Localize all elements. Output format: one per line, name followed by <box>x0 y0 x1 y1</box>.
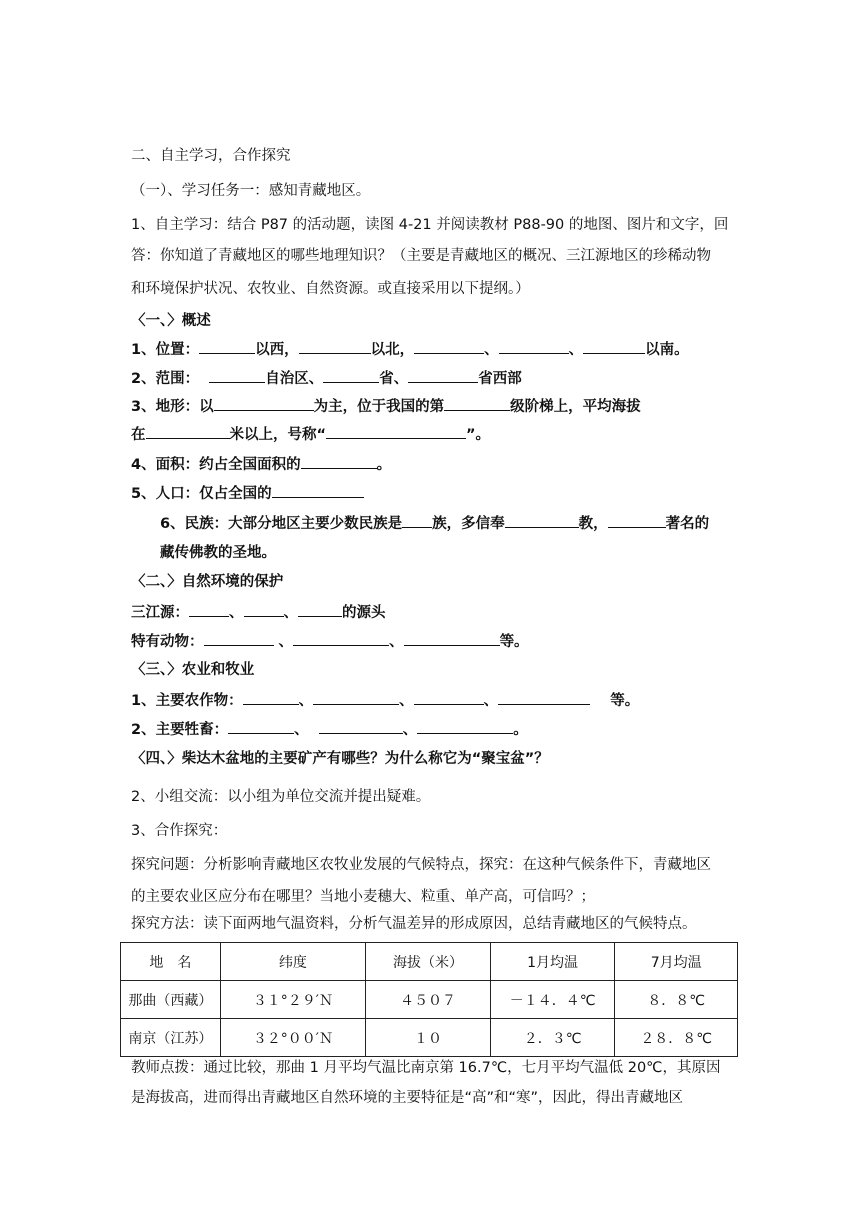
fill-blank[interactable] <box>243 690 299 705</box>
terrain-line <box>131 396 641 417</box>
fill-blank[interactable] <box>204 631 274 646</box>
text: 、 <box>483 693 499 709</box>
sanjiangyuan-label: 三江源： <box>131 605 189 621</box>
text: 省、 <box>379 371 409 387</box>
fill-blank[interactable] <box>404 631 500 646</box>
table-header: 1月均温 <box>490 943 615 981</box>
text: 、 <box>399 693 414 709</box>
fill-blank[interactable] <box>444 396 510 411</box>
text: 、 <box>484 342 499 358</box>
table-header: 海拔（米） <box>366 943 491 981</box>
table-row <box>121 981 738 1019</box>
fill-blank[interactable] <box>244 602 284 617</box>
terrain-label: 3、地形：以 <box>131 399 214 415</box>
population-label: 5、人口：仅占全国的 <box>131 486 272 502</box>
sanjiangyuan-line <box>131 602 386 623</box>
text: 在 <box>131 427 146 443</box>
population-line <box>131 483 364 504</box>
range-line <box>131 368 522 389</box>
inquiry-para-1: 探究问题：分析影响青藏地区农牧业发展的气候特点，探究：在这种气候条件下，青藏地区 <box>131 857 711 873</box>
text: 著名的 <box>665 516 710 532</box>
table-row <box>121 1019 738 1057</box>
method-para: 探究方法：读下面两地气温资料，分析气温差异的形成原因，总结青藏地区的气候特点。 <box>131 916 697 932</box>
outline-heading-4: 〈四、〉柴达木盆地的主要矿产有哪些？为什么称它为“聚宝盆”？ <box>131 751 549 767</box>
fill-blank[interactable] <box>408 368 478 383</box>
area-line <box>131 454 391 475</box>
text: 级阶梯上，平均海拔 <box>510 399 641 415</box>
fill-blank[interactable] <box>505 513 579 528</box>
self-study-para-3: 和环境保护状况、农牧业、自然资源。或直接采用以下提纲。） <box>131 281 530 297</box>
area-label: 4、面积：约占全国面积的 <box>131 457 301 473</box>
fill-blank[interactable] <box>301 454 377 469</box>
teacher-note-2: 是海拔高，进而得出青藏地区自然环境的主要特征是“高”和“寒”，因此，得出青藏地区 <box>131 1090 684 1106</box>
table-cell: ３１°２９′Ｎ <box>220 981 365 1019</box>
fill-blank[interactable] <box>272 483 364 498</box>
text: 、 <box>229 605 244 621</box>
fill-blank[interactable] <box>199 339 255 354</box>
animal-label: 特有动物： <box>131 634 204 650</box>
text: 教， <box>578 516 608 532</box>
section-title: 二、自主学习，合作探究 <box>131 148 291 164</box>
fill-blank[interactable] <box>293 631 389 646</box>
table-cell: 那曲（西藏） <box>121 981 221 1019</box>
group-exchange: 2、小组交流：以小组为单位交流并提出疑难。 <box>131 789 431 805</box>
fill-blank[interactable] <box>402 513 432 528</box>
table-cell: ２８．８℃ <box>615 1019 738 1057</box>
ethnic-line-2: 藏传佛教的圣地。 <box>160 545 276 561</box>
fill-blank[interactable] <box>299 339 371 354</box>
fill-blank[interactable] <box>323 368 379 383</box>
ethnic-line <box>160 513 709 534</box>
position-label: 1、位置： <box>131 342 200 358</box>
fill-blank[interactable] <box>319 719 403 734</box>
fill-blank[interactable] <box>313 690 399 705</box>
text: 为主，位于我国的第 <box>313 399 445 415</box>
animal-line <box>131 631 529 652</box>
range-label: 2、范围： <box>131 371 200 387</box>
self-study-para-1: 1、自主学习：结合 P87 的活动题，读图 4-21 并阅读教材 P88-90 的地图、图片和文字，回 <box>131 217 729 233</box>
table-header-row <box>121 943 738 981</box>
text: 以北， <box>370 342 415 358</box>
table-cell: 南京（江苏） <box>121 1019 221 1057</box>
text: 。 <box>376 457 392 473</box>
fill-blank[interactable] <box>414 339 484 354</box>
fill-blank[interactable] <box>414 690 484 705</box>
outline-heading-1: 〈一、〉概述 <box>131 313 211 329</box>
fill-blank[interactable] <box>583 339 645 354</box>
fill-blank[interactable] <box>498 690 590 705</box>
text: 以南。 <box>645 342 689 358</box>
table-cell: １０ <box>366 1019 491 1057</box>
table-cell: －１４．４℃ <box>490 981 615 1019</box>
text: 、 <box>402 722 418 738</box>
task1-heading: （一）、学习任务一：感知青藏地区。 <box>131 183 371 199</box>
text: 、 <box>283 605 298 621</box>
outline-heading-3: 〈三、〉农业和牧业 <box>131 662 255 678</box>
fill-blank[interactable] <box>209 368 265 383</box>
cooperative-inquiry: 3、合作探究： <box>131 823 228 839</box>
fill-blank[interactable] <box>146 424 230 439</box>
livestock-label: 2、主要牲畜： <box>131 722 229 738</box>
table-cell: ２．３℃ <box>490 1019 615 1057</box>
fill-blank[interactable] <box>189 602 229 617</box>
teacher-note-1: 教师点拨：通过比较，那曲 1 月平均气温比南京第 16.7℃，七月平均气温低 20℃，其原因 <box>131 1060 721 1076</box>
text: 以西， <box>255 342 299 358</box>
terrain-line-2 <box>131 424 490 445</box>
inquiry-para-2: 的主要农业区应分布在哪里？当地小麦穗大、粒重、单产高，可信吗？； <box>131 889 595 905</box>
fill-blank[interactable] <box>417 719 513 734</box>
text: 的源头 <box>342 605 386 621</box>
table-header: 地 名 <box>121 943 221 981</box>
table-cell: ３２°００′Ｎ <box>220 1019 365 1057</box>
text: 等。 <box>499 634 529 650</box>
fill-blank[interactable] <box>298 602 342 617</box>
climate-table <box>120 942 738 1057</box>
text: 、 <box>294 722 309 738</box>
self-study-para-2: 答：你知道了青藏地区的哪些地理知识？（主要是青藏地区的概况、三江源地区的珍稀动物 <box>131 248 711 264</box>
fill-blank[interactable] <box>214 396 314 411</box>
fill-blank[interactable] <box>228 719 294 734</box>
text: ”。 <box>466 427 491 443</box>
position-line <box>131 339 689 360</box>
table-cell: ８．８℃ <box>615 981 738 1019</box>
text: 省西部 <box>478 371 522 387</box>
text: 族，多信奉 <box>432 516 505 532</box>
text: 等。 <box>610 693 640 709</box>
table-header: 纬度 <box>220 943 365 981</box>
livestock-line <box>131 719 528 740</box>
fill-blank[interactable] <box>326 424 466 439</box>
text: 。 <box>513 722 528 738</box>
fill-blank[interactable] <box>499 339 569 354</box>
table-cell: ４５０７ <box>366 981 491 1019</box>
fill-blank[interactable] <box>608 513 666 528</box>
text: 、 <box>298 693 314 709</box>
outline-heading-2: 〈二、〉自然环境的保护 <box>131 574 284 590</box>
text: 、 <box>389 634 404 650</box>
table-header: 7月均温 <box>615 943 738 981</box>
crops-label: 1、主要农作物： <box>131 693 243 709</box>
text: 、 <box>568 342 584 358</box>
ethnic-label: 6、民族：大部分地区主要少数民族是 <box>160 516 403 532</box>
crops-line <box>131 690 639 711</box>
text: 自治区、 <box>265 371 324 387</box>
text: 、 <box>273 634 294 650</box>
text: 米以上，号称“ <box>229 427 327 443</box>
